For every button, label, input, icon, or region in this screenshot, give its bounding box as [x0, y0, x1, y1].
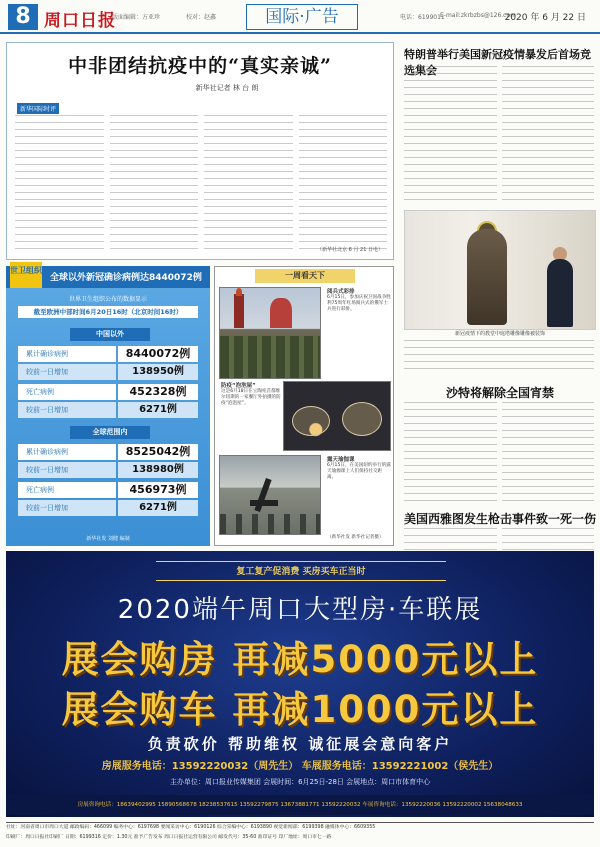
statue-photo: [404, 210, 596, 330]
masthead-phone: 电话：6199011: [400, 14, 445, 21]
who-badge: 世卫组织: [10, 262, 42, 292]
weekly-photo-box: [214, 266, 394, 546]
stat-value: 452328例: [118, 384, 198, 400]
stat-row: [18, 482, 198, 498]
stat-row: [18, 346, 198, 362]
masthead-email: E-mail:zkrbzbs@126.com: [440, 12, 516, 19]
bubble-tent-photo: [283, 381, 391, 451]
photo-box-title: 一周看天下: [255, 269, 355, 283]
caption-title: 阅兵式彩排: [327, 289, 355, 295]
text-column: [204, 115, 293, 255]
stat-label: 累计确诊病例: [18, 346, 116, 362]
stat-row: [18, 462, 198, 478]
statue-figure: [467, 229, 507, 325]
region-label: 中国以外: [70, 328, 150, 341]
stat-value: 138950例: [118, 364, 198, 380]
page-footer: [6, 822, 594, 844]
ad-house-offer: 展会购房 再减5000元以上: [61, 638, 539, 681]
stat-label: 较前一日增加: [18, 462, 116, 478]
stat-value: 6271例: [118, 500, 198, 516]
page-number: 8: [8, 4, 38, 30]
ad-contact-numbers: 房展咨询电话：18639402995 15890568678 18238537615 13592279875 13673881771 13592220032 车展咨询电话：13592220036 13592220002 15638048633: [6, 795, 594, 815]
stat-row: [18, 444, 198, 460]
paper-logo: 周口日报: [44, 11, 116, 31]
footer-line: 印刷厂：周口日报社印刷厂 日期：6199316 定价：1.30元 准予广告发布 周口日报社运营有限公司 邮发代号：35-60 准印证号 印厂地址：周口市七一路: [6, 835, 332, 840]
statue-photo-caption: 新冠疫情下的教堂中庭塔雕像雕像被装饰: [454, 331, 545, 337]
stat-row: [18, 364, 198, 380]
stats-header: [6, 266, 210, 288]
text-column: [299, 115, 388, 255]
trump-rally-body: [404, 66, 594, 206]
ad-slogan: 负责砍价 帮助维权 诚征展会意向客户: [147, 735, 453, 753]
saudi-curfew-headline: 沙特将解除全国宵禁: [445, 386, 554, 400]
stats-panel: [6, 288, 210, 546]
stats-timestamp: 截至欧洲中部时间6月20日16时（北京时间16时）: [18, 306, 198, 318]
editor-credit: 版面编辑：方亚珍: [112, 14, 161, 21]
stats-credit: 新华社发 刘健 编制: [86, 536, 130, 542]
caption-text: 6月15日，参加庆祝卫国战争胜利75周年红场阅兵式的俄军士兵进行彩排。: [327, 295, 391, 312]
trump-rally-headline: 特朗普举行美国新冠疫情暴发后首场竞选集会: [404, 48, 591, 77]
caption-title: 防疫“泡泡屋”: [221, 383, 256, 389]
ad-event-info: 主办单位：周口报业传媒集团 会展时间：6月25日-28日 会展地点：周口市体育中心: [169, 778, 431, 786]
stat-label: 较前一日增加: [18, 500, 116, 516]
caption-text: 6月15日，在美国纽约举行的露天瑜伽课上人们保持社交距离。: [327, 463, 391, 480]
main-article-body: [15, 115, 387, 255]
proof-credit: 校对：赵鑫: [186, 14, 217, 21]
stat-value: 6271例: [118, 402, 198, 418]
visitor-figure: [547, 259, 573, 327]
main-article-title: 中非团结抗疫中的“真实亲诚”: [68, 55, 332, 77]
ad-banner: 复工复产促消费 买房买车正当时: [156, 561, 446, 581]
article-tag: 新华国际时评: [17, 103, 59, 114]
region-label: 全球范围内: [70, 426, 150, 439]
stat-label: 死亡病例: [18, 384, 116, 400]
caption-title: 露天瑜伽课: [327, 457, 355, 463]
stat-label: 较前一日增加: [18, 402, 116, 418]
yoga-photo: [219, 455, 321, 535]
saudi-curfew-body: [404, 402, 594, 502]
ad-service-phones: 房展服务电话：13592220032（周先生） 车展服务电话：13592221002（侯先生）: [101, 761, 499, 772]
section-title: 国际·广告: [246, 4, 358, 30]
stat-value: 8440072例: [118, 346, 198, 362]
caption-text: 这是6月18日在立陶宛首都维尔纽斯的一家餐厅外拍摄的防疫“泡泡屋”。: [221, 389, 281, 406]
stat-label: 死亡病例: [18, 482, 116, 498]
stats-source: 世界卫生组织公布的数据显示: [68, 296, 147, 303]
seattle-shooting-headline: 美国西雅图发生枪击事件致一死一伤: [404, 512, 597, 526]
stat-row: [18, 500, 198, 516]
photo-source: （新华社发 新华社记者摄）: [327, 535, 384, 540]
stat-row: [18, 384, 198, 400]
stats-title: 全球以外新冠确诊病例达8440072例: [50, 273, 202, 283]
issue-date: 2020 年 6 月 22 日: [504, 13, 586, 23]
expo-advertisement: [6, 551, 594, 817]
stat-label: 较前一日增加: [18, 364, 116, 380]
ad-title: 2020端午周口大型房·车联展: [117, 595, 483, 625]
stat-value: 456973例: [118, 482, 198, 498]
stat-row: [18, 402, 198, 418]
ad-car-offer: 展会购车 再减1000元以上: [61, 688, 539, 731]
text-column: [15, 115, 104, 255]
main-article: [6, 42, 394, 260]
stat-value: 138980例: [118, 462, 198, 478]
text-column: [110, 115, 199, 255]
main-article-source: （新华社北京 6 月 21 日电）: [317, 247, 383, 253]
main-article-byline: 新华社记者 林 台 朗: [195, 84, 259, 92]
footer-line: 社址：河南省周口市周口大道 邮政编码：466099 编务中心：6197698 要闻采访中心：6190126 综合采编中心：6193890 视觉新闻部：6199398 融媒体中心：6609355: [6, 825, 376, 830]
trump-rally-body-cont: [404, 340, 594, 370]
masthead: [0, 0, 600, 34]
stat-label: 累计确诊病例: [18, 444, 116, 460]
stat-value: 8525042例: [118, 444, 198, 460]
parade-photo: [219, 287, 321, 379]
